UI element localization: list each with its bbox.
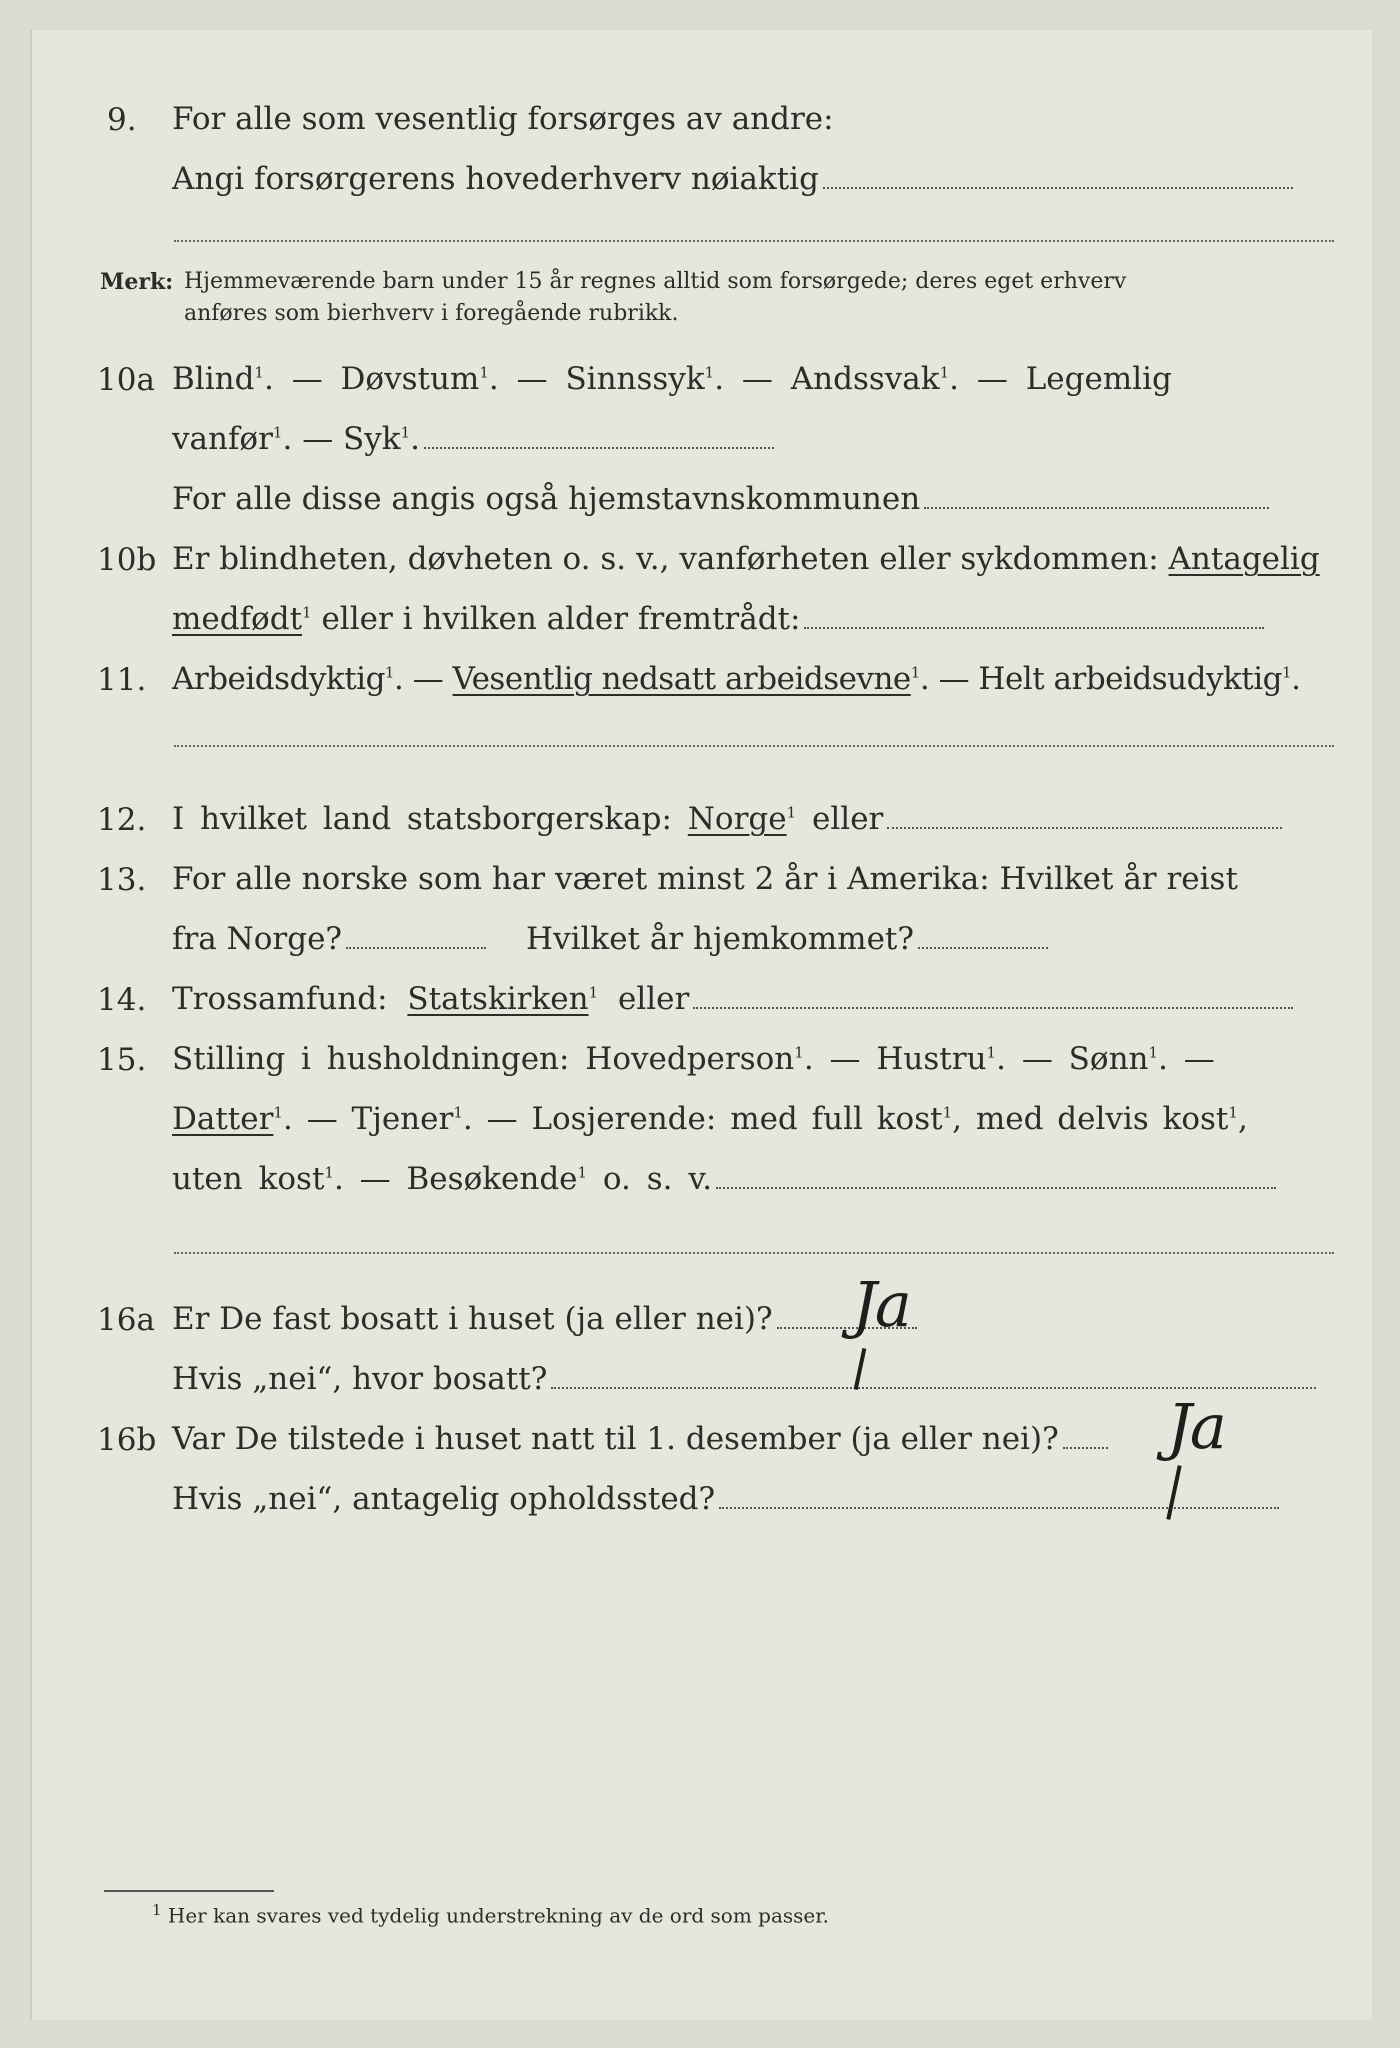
option-medfodt[interactable]: medfødt bbox=[172, 601, 303, 637]
q16b-line1 bbox=[172, 1422, 1108, 1456]
q10b-line1-text: Er blindheten, døvheten o. s. v., vanførheten eller sykdommen: bbox=[172, 541, 1159, 577]
merk-line1: Hjemmeværende barn under 15 år regnes alltid som forsørgede; deres eget erhverv bbox=[184, 269, 1127, 294]
q16a-number: 16a bbox=[97, 1302, 155, 1338]
option-blind[interactable]: Blind bbox=[172, 361, 255, 397]
q15-line2: Datter$^1$. — Tjener$^1$. — Losjerende: med full kost$^1$, med delvis kost$^1$, bbox=[172, 1101, 1248, 1137]
hjemstavnskommune-field[interactable] bbox=[924, 503, 1269, 509]
q16b-handwritten-answer: Ja bbox=[1167, 1390, 1225, 1463]
footnote-rule bbox=[104, 1890, 274, 1892]
q16a-bosatt-field[interactable] bbox=[551, 1383, 1316, 1389]
q12-number: 12. bbox=[97, 802, 147, 838]
q13-reist-label: fra Norge? bbox=[172, 921, 343, 957]
option-losjerende: Losjerende: bbox=[531, 1101, 717, 1137]
footnote-mark: 1 bbox=[152, 1901, 162, 1919]
q14-text: Trossamfund: bbox=[172, 981, 388, 1017]
reist-year-field[interactable] bbox=[346, 943, 486, 949]
footnote bbox=[152, 1902, 829, 1927]
option-sinnssyk[interactable]: Sinnssyk bbox=[565, 361, 705, 397]
q9-extra-line[interactable] bbox=[174, 240, 1334, 242]
q16b-question: Var De tilstede i huset natt til 1. desember (ja eller nei)? bbox=[172, 1421, 1059, 1457]
option-hustru[interactable]: Hustru bbox=[876, 1041, 987, 1077]
q15-extra-line[interactable] bbox=[174, 1252, 1334, 1254]
census-form-page bbox=[30, 30, 1372, 2020]
q10a-line3 bbox=[172, 482, 1269, 516]
q11-line1: Arbeidsdyktig$^1$. — Vesentlig nedsatt arbeidsevne$^1$. — Helt arbeidsudyktig$^1$. bbox=[172, 661, 1301, 697]
q16a-line1 bbox=[172, 1302, 917, 1336]
option-delvis-kost[interactable]: med delvis kost bbox=[975, 1101, 1229, 1137]
q13-line2 bbox=[172, 922, 1048, 956]
q9-answer-field[interactable] bbox=[823, 183, 1293, 189]
option-antagelig[interactable]: Antagelig bbox=[1168, 541, 1320, 577]
merk-label: Merk: bbox=[100, 269, 174, 295]
option-sonn[interactable]: Sønn bbox=[1068, 1041, 1149, 1077]
q15-osv: o. s. v. bbox=[602, 1161, 713, 1197]
option-uten-kost[interactable]: uten kost bbox=[172, 1161, 325, 1197]
hjemkommet-year-field[interactable] bbox=[918, 943, 1048, 949]
option-legemlig[interactable]: Legemlig bbox=[1025, 361, 1172, 397]
q11-number: 11. bbox=[97, 662, 147, 698]
q10b-line1 bbox=[172, 542, 1320, 576]
trossamfund-field[interactable] bbox=[693, 1003, 1293, 1009]
q13-line1: For alle norske som har været minst 2 år i Amerika: Hvilket år reist bbox=[172, 861, 1238, 897]
q9-line2-text: Angi forsørgerens hovederhverv nøiaktig bbox=[172, 161, 819, 197]
q15-number: 15. bbox=[97, 1042, 147, 1078]
option-statskirken[interactable]: Statskirken bbox=[407, 981, 589, 1017]
option-besokende[interactable]: Besøkende bbox=[406, 1161, 578, 1197]
q10a-line2: vanfør$^1$. — Syk$^1$. bbox=[172, 422, 774, 456]
q9-number: 9. bbox=[107, 102, 137, 138]
q14-line1: Trossamfund: Statskirken$^1$ eller bbox=[172, 982, 1293, 1016]
q16b-line2 bbox=[172, 1482, 1279, 1516]
q16b-number: 16b bbox=[97, 1422, 157, 1458]
q10b-answer-field[interactable] bbox=[804, 623, 1264, 629]
q12-text: I hvilket land statsborgerskap: bbox=[172, 801, 672, 837]
q10a-number: 10a bbox=[97, 362, 155, 398]
option-tjener[interactable]: Tjener bbox=[351, 1101, 454, 1137]
q14-eller: eller bbox=[617, 981, 690, 1017]
q16b-opholdssted-label: Hvis „nei“, antagelig opholdssted? bbox=[172, 1481, 716, 1517]
q10a-line3-text: For alle disse angis også hjemstavnskommunen bbox=[172, 481, 921, 517]
q10b-line2: medfødt$^1$ eller i hvilken alder fremtrådt: bbox=[172, 602, 1264, 636]
option-full-kost[interactable]: med full kost bbox=[730, 1101, 943, 1137]
option-andssvak[interactable]: Andssvak bbox=[790, 361, 940, 397]
option-syk[interactable]: Syk bbox=[343, 421, 401, 457]
q16b-opholdssted-field[interactable] bbox=[719, 1503, 1279, 1509]
footnote-text: Her kan svares ved tydelig understrekning av de ord som passer. bbox=[167, 1903, 829, 1928]
option-datter[interactable]: Datter bbox=[172, 1101, 274, 1137]
option-arbeidsdyktig[interactable]: Arbeidsdyktig bbox=[172, 661, 385, 697]
statsborgerskap-field[interactable] bbox=[887, 823, 1282, 829]
q15-answer-field[interactable] bbox=[716, 1183, 1276, 1189]
option-norge[interactable]: Norge bbox=[687, 801, 787, 837]
option-dovstum[interactable]: Døvstum bbox=[340, 361, 480, 397]
q10a-answer-field[interactable] bbox=[424, 443, 774, 449]
q14-number: 14. bbox=[97, 982, 147, 1018]
q13-number: 13. bbox=[97, 862, 147, 898]
q11-extra-line[interactable] bbox=[174, 745, 1334, 747]
q16a-question: Er De fast bosatt i huset (ja eller nei)? bbox=[172, 1301, 773, 1337]
q15-line3: uten kost$^1$. — Besøkende$^1$ o. s. v. bbox=[172, 1162, 1276, 1196]
q16a-handwritten-answer: Ja bbox=[852, 1268, 910, 1341]
q13-hjemkommet-label: Hvilket år hjemkommet? bbox=[526, 921, 915, 957]
option-arbeidsudyktig[interactable]: Helt arbeidsudyktig bbox=[978, 661, 1283, 697]
option-hovedperson[interactable]: Stilling i husholdningen: Hovedperson bbox=[172, 1041, 795, 1077]
q16a-line2 bbox=[172, 1362, 1316, 1396]
q10b-line2-text: eller i hvilken alder fremtrådt: bbox=[321, 601, 801, 637]
q15-line1: Stilling i husholdningen: Hovedperson$^1$. — Hustru$^1$. — Sønn$^1$. — bbox=[172, 1041, 1215, 1077]
q9-line1: For alle som vesentlig forsørges av andre: bbox=[172, 101, 834, 137]
q12-line1: I hvilket land statsborgerskap: Norge$^1$ eller bbox=[172, 802, 1282, 836]
option-nedsatt-arbeidsevne[interactable]: Vesentlig nedsatt arbeidsevne bbox=[452, 661, 911, 697]
q9-line2 bbox=[172, 162, 1293, 196]
q10b-number: 10b bbox=[97, 542, 157, 578]
q12-eller: eller bbox=[812, 801, 884, 837]
merk-line2: anføres som bierhverv i foregående rubrikk. bbox=[184, 301, 679, 326]
q16b-answer-field[interactable] bbox=[1063, 1443, 1108, 1449]
q10a-line1: Blind$^1$. — Døvstum$^1$. — Sinnssyk$^1$. — Andssvak$^1$. — Legemlig bbox=[172, 361, 1172, 397]
q16a-bosatt-label: Hvis „nei“, hvor bosatt? bbox=[172, 1361, 548, 1397]
option-vanfor[interactable]: vanfør bbox=[172, 421, 273, 457]
